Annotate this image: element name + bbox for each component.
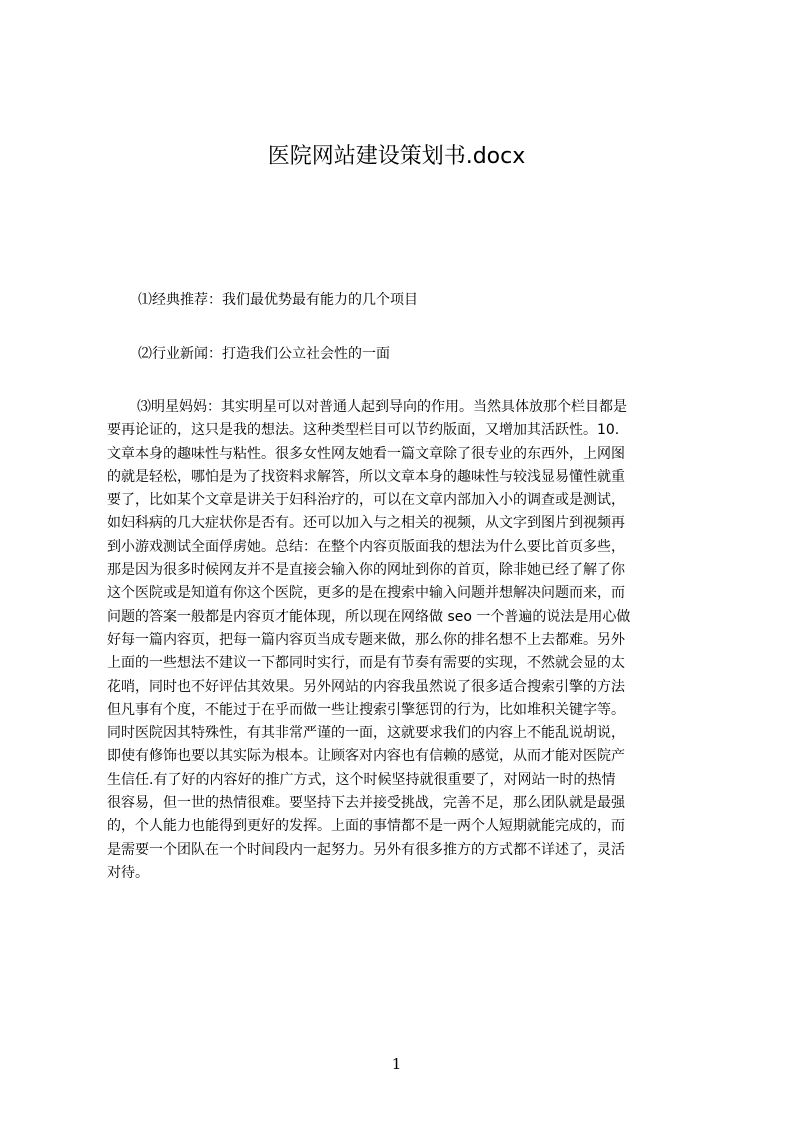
body-line: 要再论证的，这只是我的想法。这种类型栏目可以节约版面，又增加其活跃性。10. <box>107 422 620 439</box>
document-title: 医院网站建设策划书.docx <box>267 144 526 169</box>
body-paragraph <box>107 396 711 885</box>
body-line: 生信任.有了好的内容好的推广方式，这个时候坚持就很重要了，对网站一时的热情 <box>107 771 616 788</box>
body-line: 要了，比如某个文章是讲关于妇科治疗的，可以在文章内部加入小的调查或是测试， <box>107 492 625 509</box>
body-line: 如妇科病的几大症状你是否有。还可以加入与之相关的视频，从文字到图片到视频再 <box>107 515 625 532</box>
body-line: 花哨，同时也不好评估其效果。另外网站的内容我虽然说了很多适合搜索引擎的方法 <box>107 678 625 695</box>
body-line: 但凡事有个度，不能过于在乎而做一些让搜索引擎惩罚的行为，比如堆积关键字等。 <box>107 701 625 718</box>
body-line: 问题的答案一般都是内容页才能体现，所以现在网络做 seo 一个普遍的说法是用心做 <box>107 608 631 625</box>
body-line: 的就是轻松，哪怕是为了找资料求解答，所以文章本身的趣味性与较浅显易懂性就重 <box>107 468 625 485</box>
page-number: 1 <box>391 1055 402 1073</box>
body-line: 的，个人能力也能得到更好的发挥。上面的事情都不是一两个人短期就能完成的，而 <box>107 818 625 835</box>
body-line: 同时医院因其特殊性，有其非常严谨的一面，这就要求我们的内容上不能乱说胡说， <box>107 725 625 742</box>
body-line: 即使有修饰也要以其实际为根本。让顾客对内容也有信赖的感觉，从而才能对医院产 <box>107 748 625 765</box>
body-line: ⑶明星妈妈：其实明星可以对普通人起到导向的作用。当然具体放那个栏目都是 <box>137 399 627 415</box>
body-line: 对待。 <box>107 864 149 881</box>
body-line: 那是因为很多时候网友并不是直接会输入你的网址到你的首页，除非她已经了解了你 <box>107 562 625 579</box>
body-line: 这个医院或是知道有你这个医院，更多的是在搜索中输入问题并想解决问题而来，而 <box>107 585 625 602</box>
body-line: 好每一篇内容页，把每一篇内容页当成专题来做，那么你的排名想不上去都难。另外 <box>107 631 625 648</box>
body-line: 是需要一个团队在一个时间段内一起努力。另外有很多推方的方式都不详述了，灵活 <box>107 841 625 858</box>
body-line: 文章本身的趣味性与粘性。很多女性网友她看一篇文章除了很专业的东西外，上网图 <box>107 445 625 462</box>
paragraph-classic-recommendation: ⑴经典推荐：我们最优势最有能力的几个项目 <box>138 292 418 308</box>
body-line: 很容易，但一世的热情很难。要坚持下去并接受挑战，完善不足，那么团队就是最强 <box>107 795 625 812</box>
paragraph-industry-news: ⑵行业新闻：打造我们公立社会性的一面 <box>138 346 390 362</box>
body-line: 到小游戏测试全面俘虏她。总结：在整个内容页版面我的想法为什么要比首页多些， <box>107 538 625 555</box>
body-line: 上面的一些想法不建议一下都同时实行，而是有节奏有需要的实现，不然就会显的太 <box>107 655 625 672</box>
